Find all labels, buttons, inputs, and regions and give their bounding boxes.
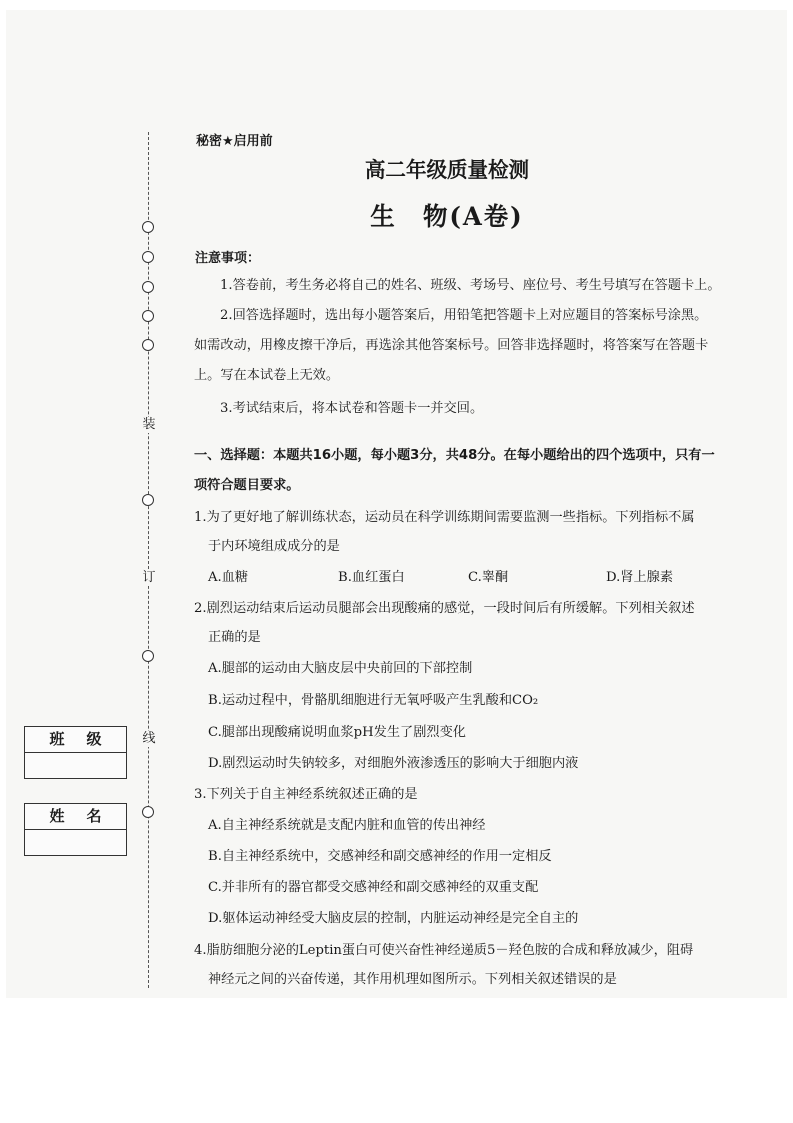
binding-hole [142, 494, 154, 506]
question-2-option-d: D.剧烈运动时失钠较多，对细胞外液渗透压的影响大于细胞内液 [208, 756, 579, 771]
question-2-stem: 2.剧烈运动结束后运动员腿部会出现酸痛的感觉，一段时间后有所缓解。下列相关叙述 [194, 601, 695, 616]
binding-hole [142, 806, 154, 818]
question-1-stem-cont: 于内环境组成成分的是 [208, 539, 340, 554]
section-heading-cont: 项符合题目要求。 [194, 478, 300, 493]
exam-subtitle: 生 物(A卷) [370, 202, 524, 231]
secret-label: 秘密★启用前 [196, 134, 273, 149]
question-3-option-c: C.并非所有的器官都受交感神经和副交感神经的双重支配 [208, 880, 539, 895]
class-field-label: 班级 [25, 727, 126, 753]
class-field-value[interactable] [25, 753, 126, 778]
notice-item: 如需改动，用橡皮擦干净后，再选涂其他答案标号。回答非选择题时，将答案写在答题卡 [194, 338, 709, 353]
question-3-option-d: D.躯体运动神经受大脑皮层的控制，内脏运动神经是完全自主的 [208, 911, 579, 926]
question-3-option-a: A.自主神经系统就是支配内脏和血管的传出神经 [208, 818, 486, 833]
question-2-stem-cont: 正确的是 [208, 630, 261, 645]
binding-hole [142, 281, 154, 293]
notice-item: 上。写在本试卷上无效。 [194, 368, 340, 383]
question-1-option-c: C.睾酮 [468, 570, 509, 585]
name-field [24, 803, 127, 856]
binding-hole [142, 650, 154, 662]
question-1-option-b: B.血红蛋白 [338, 570, 405, 585]
class-field [24, 726, 127, 779]
question-3-option-b: B.自主神经系统中，交感神经和副交感神经的作用一定相反 [208, 849, 552, 864]
notice-item: 3.考试结束后，将本试卷和答题卡一并交回。 [220, 401, 484, 416]
name-field-label: 姓名 [25, 804, 126, 830]
question-2-option-c: C.腿部出现酸痛说明血浆pH发生了剧烈变化 [208, 725, 466, 740]
binding-hole [142, 251, 154, 263]
question-2-option-b: B.运动过程中，骨骼肌细胞进行无氧呼吸产生乳酸和CO₂ [208, 693, 539, 708]
binding-hole [142, 339, 154, 351]
question-4-stem-cont: 神经元之间的兴奋传递，其作用机理如图所示。下列相关叙述错误的是 [208, 972, 617, 987]
question-1-option-a: A.血糖 [208, 570, 249, 585]
notice-heading: 注意事项： [195, 251, 261, 266]
question-3-stem: 3.下列关于自主神经系统叙述正确的是 [194, 787, 418, 802]
notice-item: 1.答卷前，考生务必将自己的姓名、班级、考场号、座位号、考生号填写在答题卡上。 [220, 278, 721, 293]
notice-item: 2.回答选择题时，选出每小题答案后，用铅笔把答题卡上对应题目的答案标号涂黑。 [220, 308, 708, 323]
section-heading: 一、选择题：本题共16小题，每小题3分，共48分。在每小题给出的四个选项中，只有一 [194, 448, 715, 463]
binding-char-zhuang: 装 [142, 417, 156, 432]
question-4-stem: 4.脂肪细胞分泌的Leptin蛋白可使兴奋性神经递质5－羟色胺的合成和释放减少，阻碍 [194, 943, 694, 958]
binding-char-ding: 订 [142, 570, 156, 585]
exam-title: 高二年级质量检测 [364, 157, 530, 182]
question-1-option-d: D.肾上腺素 [606, 570, 674, 585]
question-1-stem: 1.为了更好地了解训练状态，运动员在科学训练期间需要监测一些指标。下列指标不属 [194, 510, 695, 525]
name-field-value[interactable] [25, 830, 126, 855]
binding-hole [142, 310, 154, 322]
binding-char-xian: 线 [142, 731, 156, 746]
question-2-option-a: A.腿部的运动由大脑皮层中央前回的下部控制 [208, 661, 473, 676]
